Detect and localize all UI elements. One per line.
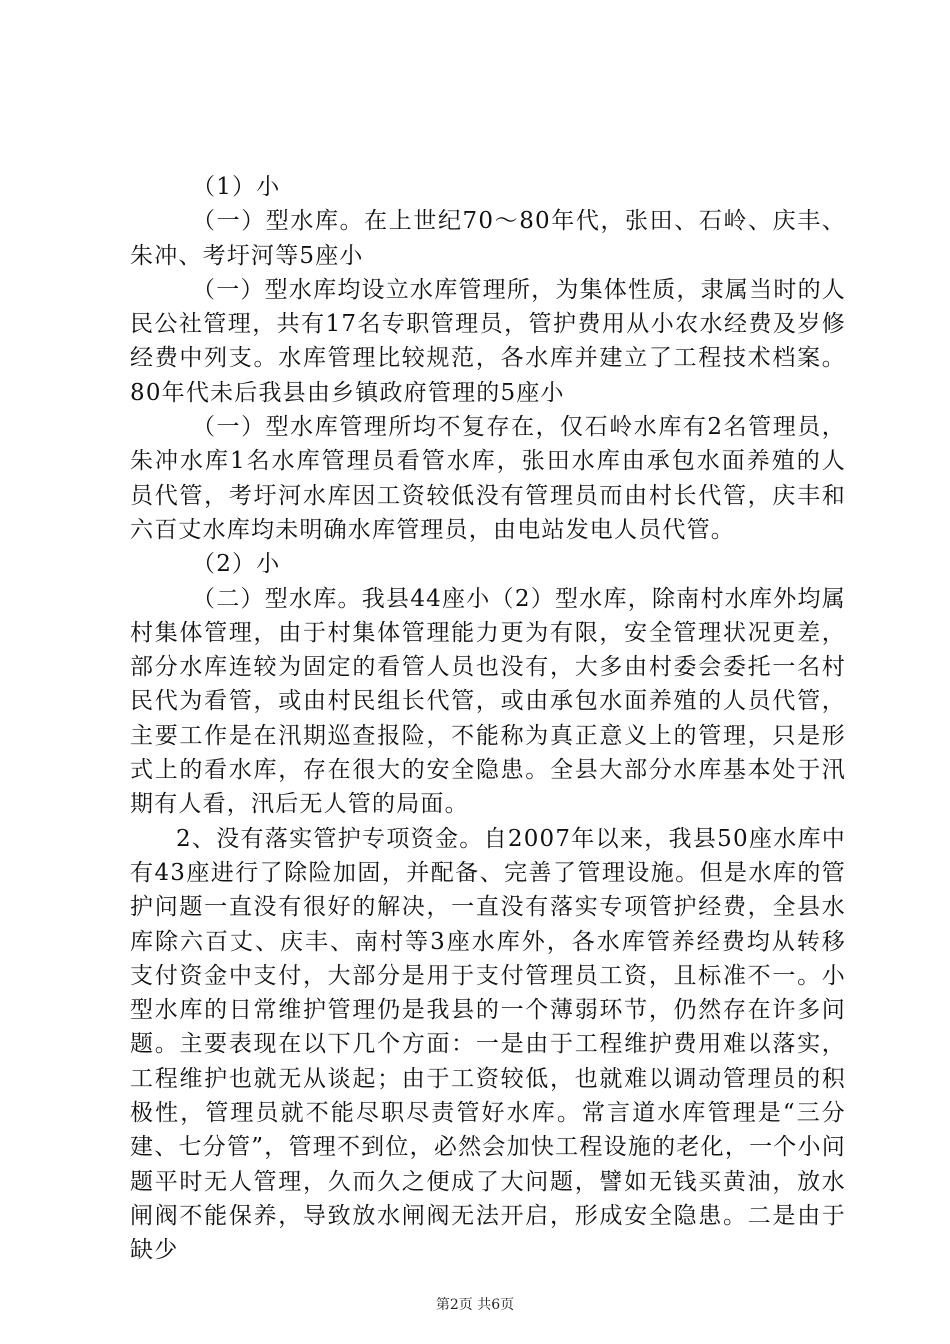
page-number-footer: 第2页 共6页 <box>435 1297 515 1313</box>
paragraph-management-office: （一）型水库均设立水库管理所，为集体性质，隶属当时的人民公社管理，共有17名专职管理员，管护费用从小农水经费及岁修经费中列支。水库管理比较规范，各水库并建立了工程技术档案。80年代未后我县由乡镇政府管理的5座小 <box>130 276 846 406</box>
paragraph-management-status: （一）型水库管理所均不复存在，仅石岭水库有2名管理员，朱冲水库1名水库管理员看管水库，张田水库由承包水面养殖的人员代管，考圩河水库因工资较低没有管理员而由村长代管，庆丰和六百丈水库均未明确水库管理员，由电站发电人员代管。 <box>130 414 846 543</box>
document-body <box>130 170 846 1268</box>
paragraph-small-type-1-heading: （1）小 <box>192 174 281 200</box>
paragraph-small-type-2-heading: （2）小 <box>192 551 281 578</box>
paragraph-small-type-1-history: （一）型水库。在上世纪70～80年代，张田、石岭、庆丰、朱冲、考圩河等5座小 <box>130 208 846 269</box>
paragraph-small-type-2-detail: （二）型水库。我县44座小（2）型水库，除南村水库外均属村集体管理，由于村集体管理能力更为有限，安全管理状况更差，部分水库连较为固定的看管人员也没有，大多由村委会委托一名村民代为看管，或由村民组长代管，或由承包水面养殖的人员代管，主要工作是在汛期巡查报险，不能称为真正意义上的管理，只是形式上的看水库，存在很大的安全隐患。全县大部分水库基本处于汛期有人看，汛后无人管的局面。 <box>130 585 846 818</box>
paragraph-funding-issue: 2、没有落实管护专项资金。自2007年以来，我县50座水库中有43座进行了除险加固，并配备、完善了管理设施。但是水库的管护问题一直没有很好的解决，一直没有落实专项管护经费，全县水库除六百丈、庆丰、南村等3座水库外，各水库管养经费均从转移支付资金中支付，大部分是用于支付管理员工资，且标准不一。小型水库的日常维护管理仍是我县的一个薄弱环节，仍然存在许多问题。主要表现在以下几个方面：一是由于工程维护费用难以落实，工程维护也就无从谈起；由于工资较低，也就难以调动管理员的积极性，管理员就不能尽职尽责管好水库。常言道水库管理是“三分建、七分管”，管理不到位，必然会加快工程设施的老化，一个小问题平时无人管理，久而久之便成了大问题，譬如无钱买黄油，放水闸阀不能保养，导致放水闸阀无法开启，形成安全隐患。二是由于缺少 <box>130 825 846 1264</box>
